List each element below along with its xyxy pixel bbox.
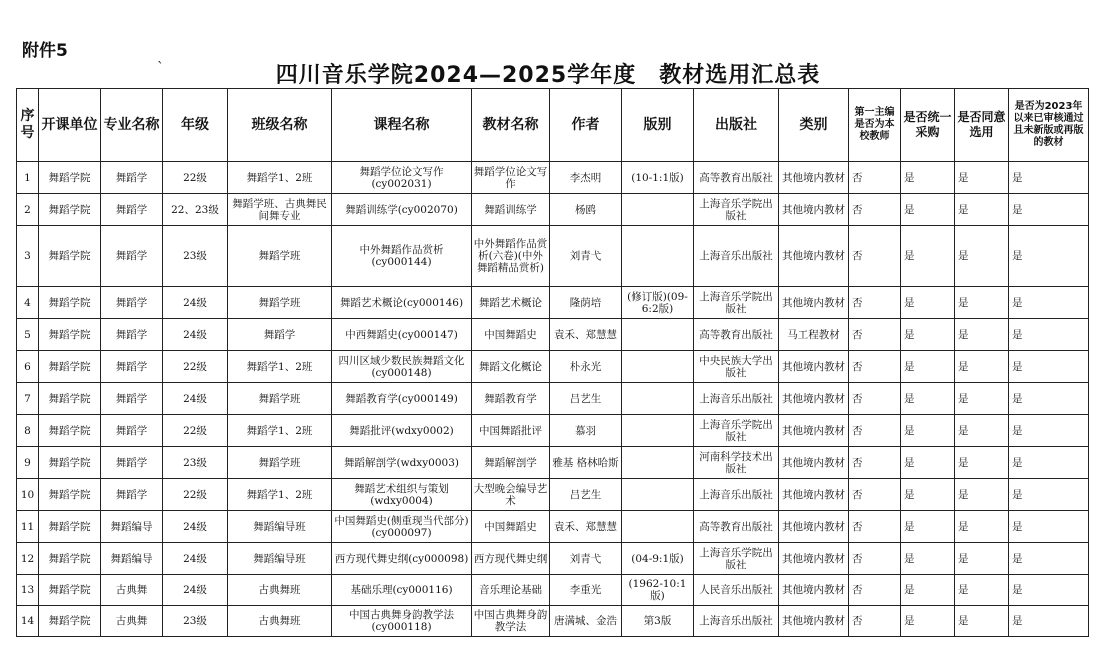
- cell-course: 中国舞蹈史(侧重现当代部分)(cy000097): [332, 511, 472, 543]
- cell-editor: 否: [849, 415, 901, 447]
- cell-author: 李重光: [550, 575, 622, 606]
- cell-category: 其他境内教材: [779, 226, 849, 287]
- cell-textbook: 中国舞蹈史: [472, 319, 550, 351]
- cell-category: 其他境内教材: [779, 287, 849, 319]
- header-review: 是否为2023年以来已审核通过且未新版或再版的教材: [1009, 89, 1089, 162]
- cell-category: 其他境内教材: [779, 447, 849, 479]
- cell-category: 其他境内教材: [779, 606, 849, 637]
- cell-category: 其他境内教材: [779, 575, 849, 606]
- cell-edition: (修订版)(09-6:2版): [622, 287, 694, 319]
- table-row: [17, 194, 1089, 226]
- header-publisher: 出版社: [694, 89, 779, 162]
- stray-mark: `: [157, 60, 164, 76]
- cell-editor: 否: [849, 194, 901, 226]
- cell-unit: 舞蹈学院: [39, 319, 101, 351]
- cell-unit: 舞蹈学院: [39, 511, 101, 543]
- cell-major: 舞蹈学: [101, 194, 163, 226]
- cell-textbook: 中国舞蹈批评: [472, 415, 550, 447]
- table-row: [17, 162, 1089, 194]
- cell-agree: 是: [955, 194, 1009, 226]
- cell-unit: 舞蹈学院: [39, 162, 101, 194]
- cell-unified: 是: [901, 511, 955, 543]
- cell-class: 舞蹈学1、2班: [228, 351, 332, 383]
- cell-editor: 否: [849, 447, 901, 479]
- cell-unit: 舞蹈学院: [39, 194, 101, 226]
- cell-seq: 11: [17, 511, 39, 543]
- attachment-label: 附件5: [22, 41, 68, 61]
- cell-class: 舞蹈学班: [228, 383, 332, 415]
- cell-major: 舞蹈学: [101, 351, 163, 383]
- cell-unified: 是: [901, 351, 955, 383]
- cell-publisher: 上海音乐学院出版社: [694, 543, 779, 575]
- cell-unit: 舞蹈学院: [39, 415, 101, 447]
- cell-class: 舞蹈学1、2班: [228, 479, 332, 511]
- cell-review: 是: [1009, 351, 1089, 383]
- cell-textbook: 舞蹈教育学: [472, 383, 550, 415]
- cell-unit: 舞蹈学院: [39, 287, 101, 319]
- cell-agree: 是: [955, 226, 1009, 287]
- cell-seq: 5: [17, 319, 39, 351]
- cell-major: 舞蹈学: [101, 162, 163, 194]
- cell-category: 其他境内教材: [779, 543, 849, 575]
- cell-agree: 是: [955, 383, 1009, 415]
- cell-grade: 24级: [163, 319, 228, 351]
- cell-edition: [622, 383, 694, 415]
- cell-unit: 舞蹈学院: [39, 351, 101, 383]
- cell-unit: 舞蹈学院: [39, 479, 101, 511]
- cell-review: 是: [1009, 194, 1089, 226]
- cell-grade: 22级: [163, 351, 228, 383]
- cell-author: 雅基 格林哈斯: [550, 447, 622, 479]
- cell-edition: (1962-10:1版): [622, 575, 694, 606]
- textbook-summary-table: [16, 88, 1089, 637]
- table-row: [17, 606, 1089, 637]
- cell-review: 是: [1009, 319, 1089, 351]
- cell-agree: 是: [955, 479, 1009, 511]
- cell-editor: 否: [849, 351, 901, 383]
- cell-textbook: 中外舞蹈作品赏析(六卷)(中外舞蹈精品赏析): [472, 226, 550, 287]
- cell-publisher: 上海音乐学院出版社: [694, 287, 779, 319]
- cell-edition: (04-9:1版): [622, 543, 694, 575]
- cell-grade: 23级: [163, 447, 228, 479]
- cell-class: 舞蹈学班: [228, 287, 332, 319]
- cell-author: 杨鸥: [550, 194, 622, 226]
- header-row: [17, 89, 1089, 162]
- cell-agree: 是: [955, 162, 1009, 194]
- cell-unified: 是: [901, 479, 955, 511]
- cell-editor: 否: [849, 543, 901, 575]
- cell-unified: 是: [901, 162, 955, 194]
- cell-class: 舞蹈学1、2班: [228, 415, 332, 447]
- cell-grade: 22、23级: [163, 194, 228, 226]
- cell-unit: 舞蹈学院: [39, 606, 101, 637]
- cell-major: 舞蹈学: [101, 447, 163, 479]
- cell-author: 李杰明: [550, 162, 622, 194]
- cell-editor: 否: [849, 479, 901, 511]
- cell-seq: 13: [17, 575, 39, 606]
- cell-unit: 舞蹈学院: [39, 575, 101, 606]
- table-row: [17, 543, 1089, 575]
- cell-major: 舞蹈学: [101, 226, 163, 287]
- cell-edition: [622, 226, 694, 287]
- cell-unified: 是: [901, 606, 955, 637]
- cell-unified: 是: [901, 575, 955, 606]
- cell-course: 舞蹈学位论文写作(cy002031): [332, 162, 472, 194]
- cell-major: 舞蹈编导: [101, 511, 163, 543]
- cell-seq: 8: [17, 415, 39, 447]
- cell-edition: 第3版: [622, 606, 694, 637]
- cell-major: 舞蹈编导: [101, 543, 163, 575]
- cell-edition: [622, 511, 694, 543]
- cell-textbook: 大型晚会编导艺术: [472, 479, 550, 511]
- cell-grade: 22级: [163, 479, 228, 511]
- cell-category: 其他境内教材: [779, 479, 849, 511]
- cell-unified: 是: [901, 383, 955, 415]
- cell-review: 是: [1009, 606, 1089, 637]
- cell-grade: 22级: [163, 162, 228, 194]
- cell-course: 舞蹈艺术概论(cy000146): [332, 287, 472, 319]
- table-row: [17, 287, 1089, 319]
- header-editor: 第一主编是否为本校教师: [849, 89, 901, 162]
- cell-editor: 否: [849, 383, 901, 415]
- cell-seq: 4: [17, 287, 39, 319]
- cell-course: 舞蹈训练学(cy002070): [332, 194, 472, 226]
- cell-class: 舞蹈编导班: [228, 543, 332, 575]
- header-seq: 序号: [17, 89, 39, 162]
- cell-textbook: 舞蹈训练学: [472, 194, 550, 226]
- cell-review: 是: [1009, 575, 1089, 606]
- cell-agree: 是: [955, 511, 1009, 543]
- cell-unified: 是: [901, 287, 955, 319]
- header-category: 类别: [779, 89, 849, 162]
- cell-grade: 24级: [163, 383, 228, 415]
- cell-seq: 12: [17, 543, 39, 575]
- cell-seq: 2: [17, 194, 39, 226]
- cell-textbook: 舞蹈艺术概论: [472, 287, 550, 319]
- cell-editor: 否: [849, 511, 901, 543]
- cell-unified: 是: [901, 415, 955, 447]
- cell-seq: 3: [17, 226, 39, 287]
- cell-agree: 是: [955, 415, 1009, 447]
- cell-edition: [622, 351, 694, 383]
- cell-unified: 是: [901, 194, 955, 226]
- cell-editor: 否: [849, 575, 901, 606]
- cell-textbook: 舞蹈学位论文写作: [472, 162, 550, 194]
- cell-publisher: 上海音乐出版社: [694, 606, 779, 637]
- table-row: [17, 415, 1089, 447]
- cell-grade: 24级: [163, 575, 228, 606]
- cell-course: 四川区域少数民族舞蹈文化(cy000148): [332, 351, 472, 383]
- cell-grade: 23级: [163, 606, 228, 637]
- header-unified: 是否统一采购: [901, 89, 955, 162]
- header-author: 作者: [550, 89, 622, 162]
- cell-category: 其他境内教材: [779, 351, 849, 383]
- cell-publisher: 高等教育出版社: [694, 511, 779, 543]
- cell-unit: 舞蹈学院: [39, 383, 101, 415]
- cell-course: 舞蹈解剖学(wdxy0003): [332, 447, 472, 479]
- cell-class: 舞蹈学班: [228, 447, 332, 479]
- cell-unified: 是: [901, 543, 955, 575]
- cell-textbook: 音乐理论基础: [472, 575, 550, 606]
- cell-agree: 是: [955, 575, 1009, 606]
- cell-textbook: 舞蹈文化概论: [472, 351, 550, 383]
- cell-review: 是: [1009, 287, 1089, 319]
- cell-review: 是: [1009, 226, 1089, 287]
- cell-edition: [622, 447, 694, 479]
- table-row: [17, 575, 1089, 606]
- cell-editor: 否: [849, 287, 901, 319]
- cell-textbook: 舞蹈解剖学: [472, 447, 550, 479]
- cell-course: 舞蹈批评(wdxy0002): [332, 415, 472, 447]
- cell-author: 袁禾、郑慧慧: [550, 511, 622, 543]
- cell-major: 舞蹈学: [101, 383, 163, 415]
- cell-author: 刘青弋: [550, 226, 622, 287]
- header-textbook: 教材名称: [472, 89, 550, 162]
- cell-author: 唐满城、金浩: [550, 606, 622, 637]
- cell-textbook: 中国舞蹈史: [472, 511, 550, 543]
- cell-grade: 24级: [163, 287, 228, 319]
- cell-review: 是: [1009, 447, 1089, 479]
- cell-review: 是: [1009, 415, 1089, 447]
- cell-category: 其他境内教材: [779, 511, 849, 543]
- cell-editor: 否: [849, 162, 901, 194]
- cell-grade: 24级: [163, 543, 228, 575]
- cell-editor: 否: [849, 606, 901, 637]
- cell-publisher: 上海音乐出版社: [694, 383, 779, 415]
- cell-agree: 是: [955, 606, 1009, 637]
- cell-seq: 14: [17, 606, 39, 637]
- cell-author: 吕艺生: [550, 479, 622, 511]
- header-unit: 开课单位: [39, 89, 101, 162]
- cell-major: 舞蹈学: [101, 415, 163, 447]
- cell-publisher: 人民音乐出版社: [694, 575, 779, 606]
- cell-unit: 舞蹈学院: [39, 447, 101, 479]
- cell-major: 舞蹈学: [101, 319, 163, 351]
- cell-textbook: 中国古典舞身韵教学法: [472, 606, 550, 637]
- cell-unified: 是: [901, 319, 955, 351]
- cell-author: 朴永光: [550, 351, 622, 383]
- cell-seq: 7: [17, 383, 39, 415]
- cell-agree: 是: [955, 287, 1009, 319]
- cell-course: 西方现代舞史纲(cy000098): [332, 543, 472, 575]
- cell-major: 古典舞: [101, 606, 163, 637]
- cell-author: 吕艺生: [550, 383, 622, 415]
- header-grade: 年级: [163, 89, 228, 162]
- cell-grade: 22级: [163, 415, 228, 447]
- cell-course: 舞蹈教育学(cy000149): [332, 383, 472, 415]
- cell-publisher: 上海音乐出版社: [694, 226, 779, 287]
- table-row: [17, 479, 1089, 511]
- cell-textbook: 西方现代舞史纲: [472, 543, 550, 575]
- cell-class: 舞蹈学: [228, 319, 332, 351]
- cell-publisher: 高等教育出版社: [694, 319, 779, 351]
- cell-review: 是: [1009, 479, 1089, 511]
- cell-class: 舞蹈编导班: [228, 511, 332, 543]
- cell-agree: 是: [955, 319, 1009, 351]
- table-row: [17, 447, 1089, 479]
- cell-major: 古典舞: [101, 575, 163, 606]
- table-row: [17, 319, 1089, 351]
- cell-agree: 是: [955, 351, 1009, 383]
- cell-publisher: 中央民族大学出版社: [694, 351, 779, 383]
- cell-edition: [622, 319, 694, 351]
- header-class: 班级名称: [228, 89, 332, 162]
- cell-category: 马工程教材: [779, 319, 849, 351]
- cell-seq: 1: [17, 162, 39, 194]
- cell-editor: 否: [849, 319, 901, 351]
- cell-unified: 是: [901, 447, 955, 479]
- cell-review: 是: [1009, 162, 1089, 194]
- cell-publisher: 上海音乐学院出版社: [694, 415, 779, 447]
- cell-class: 舞蹈学1、2班: [228, 162, 332, 194]
- cell-review: 是: [1009, 511, 1089, 543]
- cell-major: 舞蹈学: [101, 479, 163, 511]
- cell-category: 其他境内教材: [779, 415, 849, 447]
- cell-edition: [622, 415, 694, 447]
- cell-edition: [622, 479, 694, 511]
- cell-grade: 24级: [163, 511, 228, 543]
- cell-author: 刘青弋: [550, 543, 622, 575]
- header-major: 专业名称: [101, 89, 163, 162]
- cell-review: 是: [1009, 383, 1089, 415]
- cell-seq: 9: [17, 447, 39, 479]
- cell-publisher: 高等教育出版社: [694, 162, 779, 194]
- cell-agree: 是: [955, 447, 1009, 479]
- cell-seq: 6: [17, 351, 39, 383]
- header-edition: 版别: [622, 89, 694, 162]
- cell-agree: 是: [955, 543, 1009, 575]
- cell-unit: 舞蹈学院: [39, 543, 101, 575]
- cell-class: 古典舞班: [228, 606, 332, 637]
- cell-review: 是: [1009, 543, 1089, 575]
- table-row: [17, 383, 1089, 415]
- page-title: 四川音乐学院2024—2025学年度 教材选用汇总表: [275, 63, 821, 88]
- cell-publisher: 河南科学技术出版社: [694, 447, 779, 479]
- cell-course: 基础乐理(cy000116): [332, 575, 472, 606]
- table-row: [17, 511, 1089, 543]
- cell-course: 舞蹈艺术组织与策划(wdxy0004): [332, 479, 472, 511]
- table-row: [17, 226, 1089, 287]
- header-agree: 是否同意选用: [955, 89, 1009, 162]
- cell-class: 古典舞班: [228, 575, 332, 606]
- cell-publisher: 上海音乐学院出版社: [694, 194, 779, 226]
- cell-course: 中西舞蹈史(cy000147): [332, 319, 472, 351]
- cell-publisher: 上海音乐出版社: [694, 479, 779, 511]
- cell-class: 舞蹈学班: [228, 226, 332, 287]
- cell-grade: 23级: [163, 226, 228, 287]
- cell-author: 隆荫培: [550, 287, 622, 319]
- table-row: [17, 351, 1089, 383]
- cell-author: 慕羽: [550, 415, 622, 447]
- cell-author: 袁禾、郑慧慧: [550, 319, 622, 351]
- cell-editor: 否: [849, 226, 901, 287]
- cell-course: 中国古典舞身韵教学法(cy000118): [332, 606, 472, 637]
- cell-edition: (10-1:1版): [622, 162, 694, 194]
- cell-course: 中外舞蹈作品赏析(cy000144): [332, 226, 472, 287]
- header-course: 课程名称: [332, 89, 472, 162]
- cell-category: 其他境内教材: [779, 194, 849, 226]
- cell-unified: 是: [901, 226, 955, 287]
- cell-class: 舞蹈学班、古典舞民间舞专业: [228, 194, 332, 226]
- cell-seq: 10: [17, 479, 39, 511]
- cell-category: 其他境内教材: [779, 162, 849, 194]
- cell-edition: [622, 194, 694, 226]
- cell-category: 其他境内教材: [779, 383, 849, 415]
- cell-unit: 舞蹈学院: [39, 226, 101, 287]
- cell-major: 舞蹈学: [101, 287, 163, 319]
